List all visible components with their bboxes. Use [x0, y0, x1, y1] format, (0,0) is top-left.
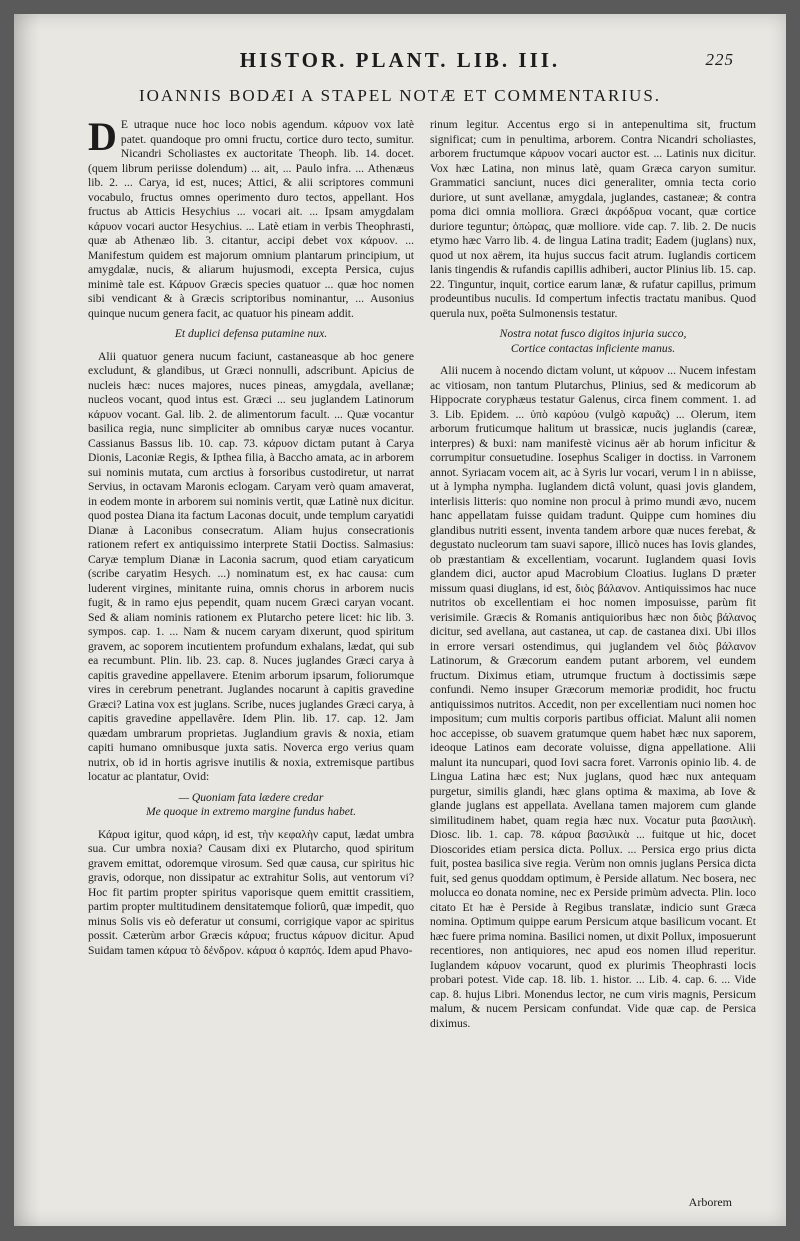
verse-line: — Quoniam fata lædere credar	[178, 790, 324, 804]
right-column	[430, 118, 756, 1033]
page-number: 225	[705, 50, 734, 69]
verse-quote	[88, 327, 414, 342]
verse-line: Nostra notat fusco digitos injuria succo,	[499, 327, 687, 340]
left-column	[88, 114, 414, 960]
paragraph: rinum legitur. Accentus ergo si in antepenultima sit, fructum significat; cum in penultima, arborem. Contra Nicandri scholiastes, arborem fructumque κάρυον vocari auctor est. ... Latinis nux dicitur. Vox hæc Latina, non minus latè, quam Græca caryon sumitur. Grammatici sanciunt, nuces dici generaliter, omnia tecta corio duriore, ut sunt avellanæ, amygdala, juglandes, castaneæ; & contra poma dici omnia molliora. Græci ἀκρόδρυα vocant, quæ cortice duriore teguntur; ὀπώρας, quæ molliore. vide cap. 7. lib. 2. De nucis etymo hæc Varro lib. 4. de lingua Latina tradit; Eadem (juglans) nux, quod ut nox aërem, ita hujus succus facit atrum. Iuglandis corticem lanis tingendis & rufandis capillis adhiberi, auctor Plinius lib. 15. cap. 22. Tinguntur, inquit, cortice earum lanæ, & rufatur capillus, primum prodeuntibus nuculis. Id compertum infectis tractatu manibus. Quod querula nux, poëta Sulmonensis testatur.	[430, 118, 756, 320]
verse-line: Me quoque in extremo margine fundus habet.	[145, 805, 357, 818]
drop-cap: D	[88, 114, 117, 159]
running-title: HISTOR. PLANT. LIB. III.	[239, 48, 561, 72]
verse-quote	[88, 791, 414, 820]
section-subtitle: IOANNIS BODÆI A STAPEL NOTÆ ET COMMENTARIUS.	[138, 86, 662, 105]
catchword: Arborem	[688, 1195, 732, 1209]
paragraph: Alii nucem à nocendo dictam volunt, ut κάρυον ... Nucem infestam ac vitiosam, non tantum Plutarchus, Plinius, sed & medicorum ab Hippocrate coryphæus testatur Galenus, circa finem comment. 1. ad 3. Lib. Epidem. ... ὑπὸ καρύου (vulgò καρυᾶς) ... Olerum, item arborum fruticumque halitum ut brassicæ, nucis juglandis (careæ, interpres) & buxi: nam manifestè vicinus aër ab horum inficitur & corrumpitur consuetudine. Iosephus Scaliger in doctiss. in Varronem annot. Syriacam vocem ait, ac à Syris lur vocari, verum l in n abiisse, ut à lympha nympha. Iuglandem dictâ volunt, quasi jovis glandem, interlisis litteris: quo nomine non procul à primo mundi ævo, nucem hanc appellatam fuisse quidam tradunt. Quippe cum homines diu glandibus nutriti essent, inventa tandem arbore quæ nuces ferebat, & degustato nucleorum tam suavi sapore, illicò nuces has Iovis glandes, ob præstantiam & excellentiam, vocarunt. Iuglandem quasi Iovis glandem dici, auctor apud Macrobium Cloatius. Iuglans D præter missum quasi diuglans, id est, διὸς βάλανον. Antiquissimos hac nuce nutritos ob excellentiam ei hoc nomen imposuisse, parùm fit verisimile. Græcis & Romanis antiquioribus hæc non διὸς βάλανος dicitur, sed avellana, aut castanea, ut cap. de castanea dixi. Ubi illos in errore versari ostendimus, qui juglandem vel διὸς βάλανον Latinorum, & Græcorum eandem putant arborem, vel eundem fructum. Diximus etiam, utrumque fructum à doctissimis sæpe confundi. Nemo insuper Græcorum memoriæ prodidit, hoc fructu antiquissimos nutritos. Accedit, non per excellentiam nuci nomen hoc impositum; cum multis corporis partibus officiat. Malunt alii nomen hoc accepisse, ob suavem gratumque quem habet hæc nux saporem, ideoque Latinos eam decorate voluisse, digna appellatione. Alii malunt ita nuncupari, quod Iovi sacra foret. Varronis opinio lib. 4. de Lingua Latina hæc est; Nux juglans, quod hæc nux antequam purgetur, similis glandi, hæc glans optima & maxima, ab Iove & glande juglans est appellata. Avellana tamen majorem cum glande similitudinem habet, quam regia hæc nux. Vocatur puta βασιλικὴ. Diosc. lib. 1. cap. 78. κάρυα βασιλικὰ ... fuitque ut hic, docet Dioscorides etiam persica dicta. Pollux. ... Persica ergo prius dicta fuit, postea basilica sive regia. Verùm non omnis juglans Persica dicta fuit, sed genus quoddam optimum, è Perside allatum. Nec bosera, nec molucca eo donata nomine, nec ex Perside primùm advecta. Plin. loco citato Et hæ è Perside à Regibus translatæ, indicio sunt Græca nomina. Optimum quippe earum Persicum atque basilicum vocant. Et hæc fuere prima nomina. Basilici nomen, ut dixit Pollux, imposuerunt recentiores, non antiquiores, nec apud eos nomen illud reperitur. Iuglandem κάρυον vocarunt, quod ex plurimis Theophrasti locis probari potest. Vide cap. 18. lib. 1. histor. ... Lib. 4. cap. 6. ... Vide cap. 8. hujus Libri. Monendus lector, ne cum viris magnis, Persicum malum, & nucem Persicam confundat. Vide quæ cap. de Persica diximus.	[430, 364, 756, 1030]
book-page	[14, 14, 786, 1226]
verse-quote	[430, 327, 756, 356]
verse-line: Cortice contactas inficiente manus.	[510, 341, 676, 355]
paragraph: Alii quatuor genera nucum faciunt, castaneasque ab hoc genere excludunt, & glandibus, ut Græci nonnulli, adscribunt. Apicius de nucleis hæc: nuces majores, nuces pineas, amygdala, avellanæ; nucleos vocant, quod intus est. Græci ... seu juglandem Latinorum κάρυον vocant. Gal. lib. 2. de alimentorum facult. ... Quæ vocantur basilica regia, nunc simpliciter ab omnibus caryæ nuces vocantur. Cassianus Bassus lib. 10. cap. 73. κάρυον dictam putant à Carya Dionis, Laconiæ Regis, & Ipthea filia, à Baccho amata, ac in arborem sui nominis mutata, cum arctius à forsoribus custodiretur, ut narrat Servius, in octavam Maronis eclogam. Caryam verò quam amaverat, in eodem monte in arborem sui nominis vertit, quæ Latinè nux dicitur. quod postea Diana ita factum Laconas docuit, unde templum caryatidi Dianæ à Laconibus consecratum. Aliam hujus consecrationis rationem refert ex antiquissimo interprete Statii Doctiss. Salmasius: Caryæ templum Dianæ in Laconia sacrum, quod etiam caryaticum (scribe caryatim Hesych. ...) nominatum est, ex hac causa: cum luderent virgines, minitante ruina, omnis chorus in arborem nucis fugit, & in ramo ejus pependit, quam nucem Græci caryan vocant. Sed & aliam nominis rationem ex Plutarcho petere licet: hic lib. 3. sympos. cap. 1. ... Nam & nucem caryam dixerunt, quod spiritum gravem, ac soporem incutientem profundum exhalans, lædat, qui sub ea recumbunt. Plin. lib. 23. cap. 8. Nuces juglandes Græci carya à capitis gravedine appellavere. Etenim arborum ipsarum, foliorumque vires in cerebrum penetrant. Juglandes nocarunt à capitis gravedine Græci? Latina vox est juglans. Scribe, nuces juglandes Græci carya, à capitis gravedine appellavêre. Idem Plin. lib. 17. cap. 12. Jam quædam umbrarum proprietas. Juglandium gravis & noxia, etiam capiti humano omnibusque juxta satis. Noverca ergo verius quam nutrix, ob id in hortis agrisve inutilis & noxia, extremisque partibus locatur ac plantatur, Ovid:	[88, 349, 414, 783]
gutter-shadow	[14, 14, 40, 1226]
paragraph-text: E utraque nuce hoc loco nobis agendum. κάρυον vox latè patet. quandoque pro omni fructu, cortice duro tecto, sumitur. Nicandri Scholiastes ex auctoritate Theoph. lib. 14. docet. (quem librum periisse dolendum) ... ait, ... Paulo infra. ... Athenæus lib. 2. ... Carya, id est, nuces; Attici, & alii scriptores communi vocabulo, fructus omnes operimento duro tectos, appellant. Hos fructus ab Atticis Hesychius ... vocari ait. ... Ipsam amygdalam κάρυον vocari auctor Hesychius. ... Latè etiam in verbis Theophrasti, quæ ab Athenæo lib. 3. citantur, accipi debet vox κάρυον. ... Manifestum quidem est majorum omnium plantarum principium, ut amygdalæ, nucis, & aliarum hujusmodi, excepta Persica, cujus minimè tale est. Κάρυον Græcis species quatuor ... quæ hoc nomen sibi vendicant & à Græcis scriptoribus nominantur, ... Ausonius quinque nucum genera facit, ac quatuor his pineam addit.	[88, 118, 414, 320]
paragraph	[88, 114, 414, 321]
verse-line: Et duplici defensa putamine nux.	[174, 327, 328, 340]
paragraph: Κάρυα igitur, quod κάρη, id est, τὴν κεφαλὴν caput, lædat umbra sua. Cur umbra noxia? Causam dixi ex Plutarcho, quod spiritum gravem emittat, odoremque virosum. Sed quæ causa, cur spiritus hic gravis, odorque, non dissipatur ac extrahitur Solis, aut ventorum vi? Hoc fit partim propter spiritus vaporisque quem emittit crassitiem, partim propter multitudinem densitatemque foliorû, quæ impedit, quo minus Solis vis eò deferatur ut consumi, corrigique vapor ac spiritus possit. Cæterùm arbor Græcis κάρυα; fructus κάρυον dicitur. Apud Suidam tamen κάρυα τὸ δένδρον. κάρυα ὁ καρπός. Idem apud Phavo-	[88, 827, 414, 957]
